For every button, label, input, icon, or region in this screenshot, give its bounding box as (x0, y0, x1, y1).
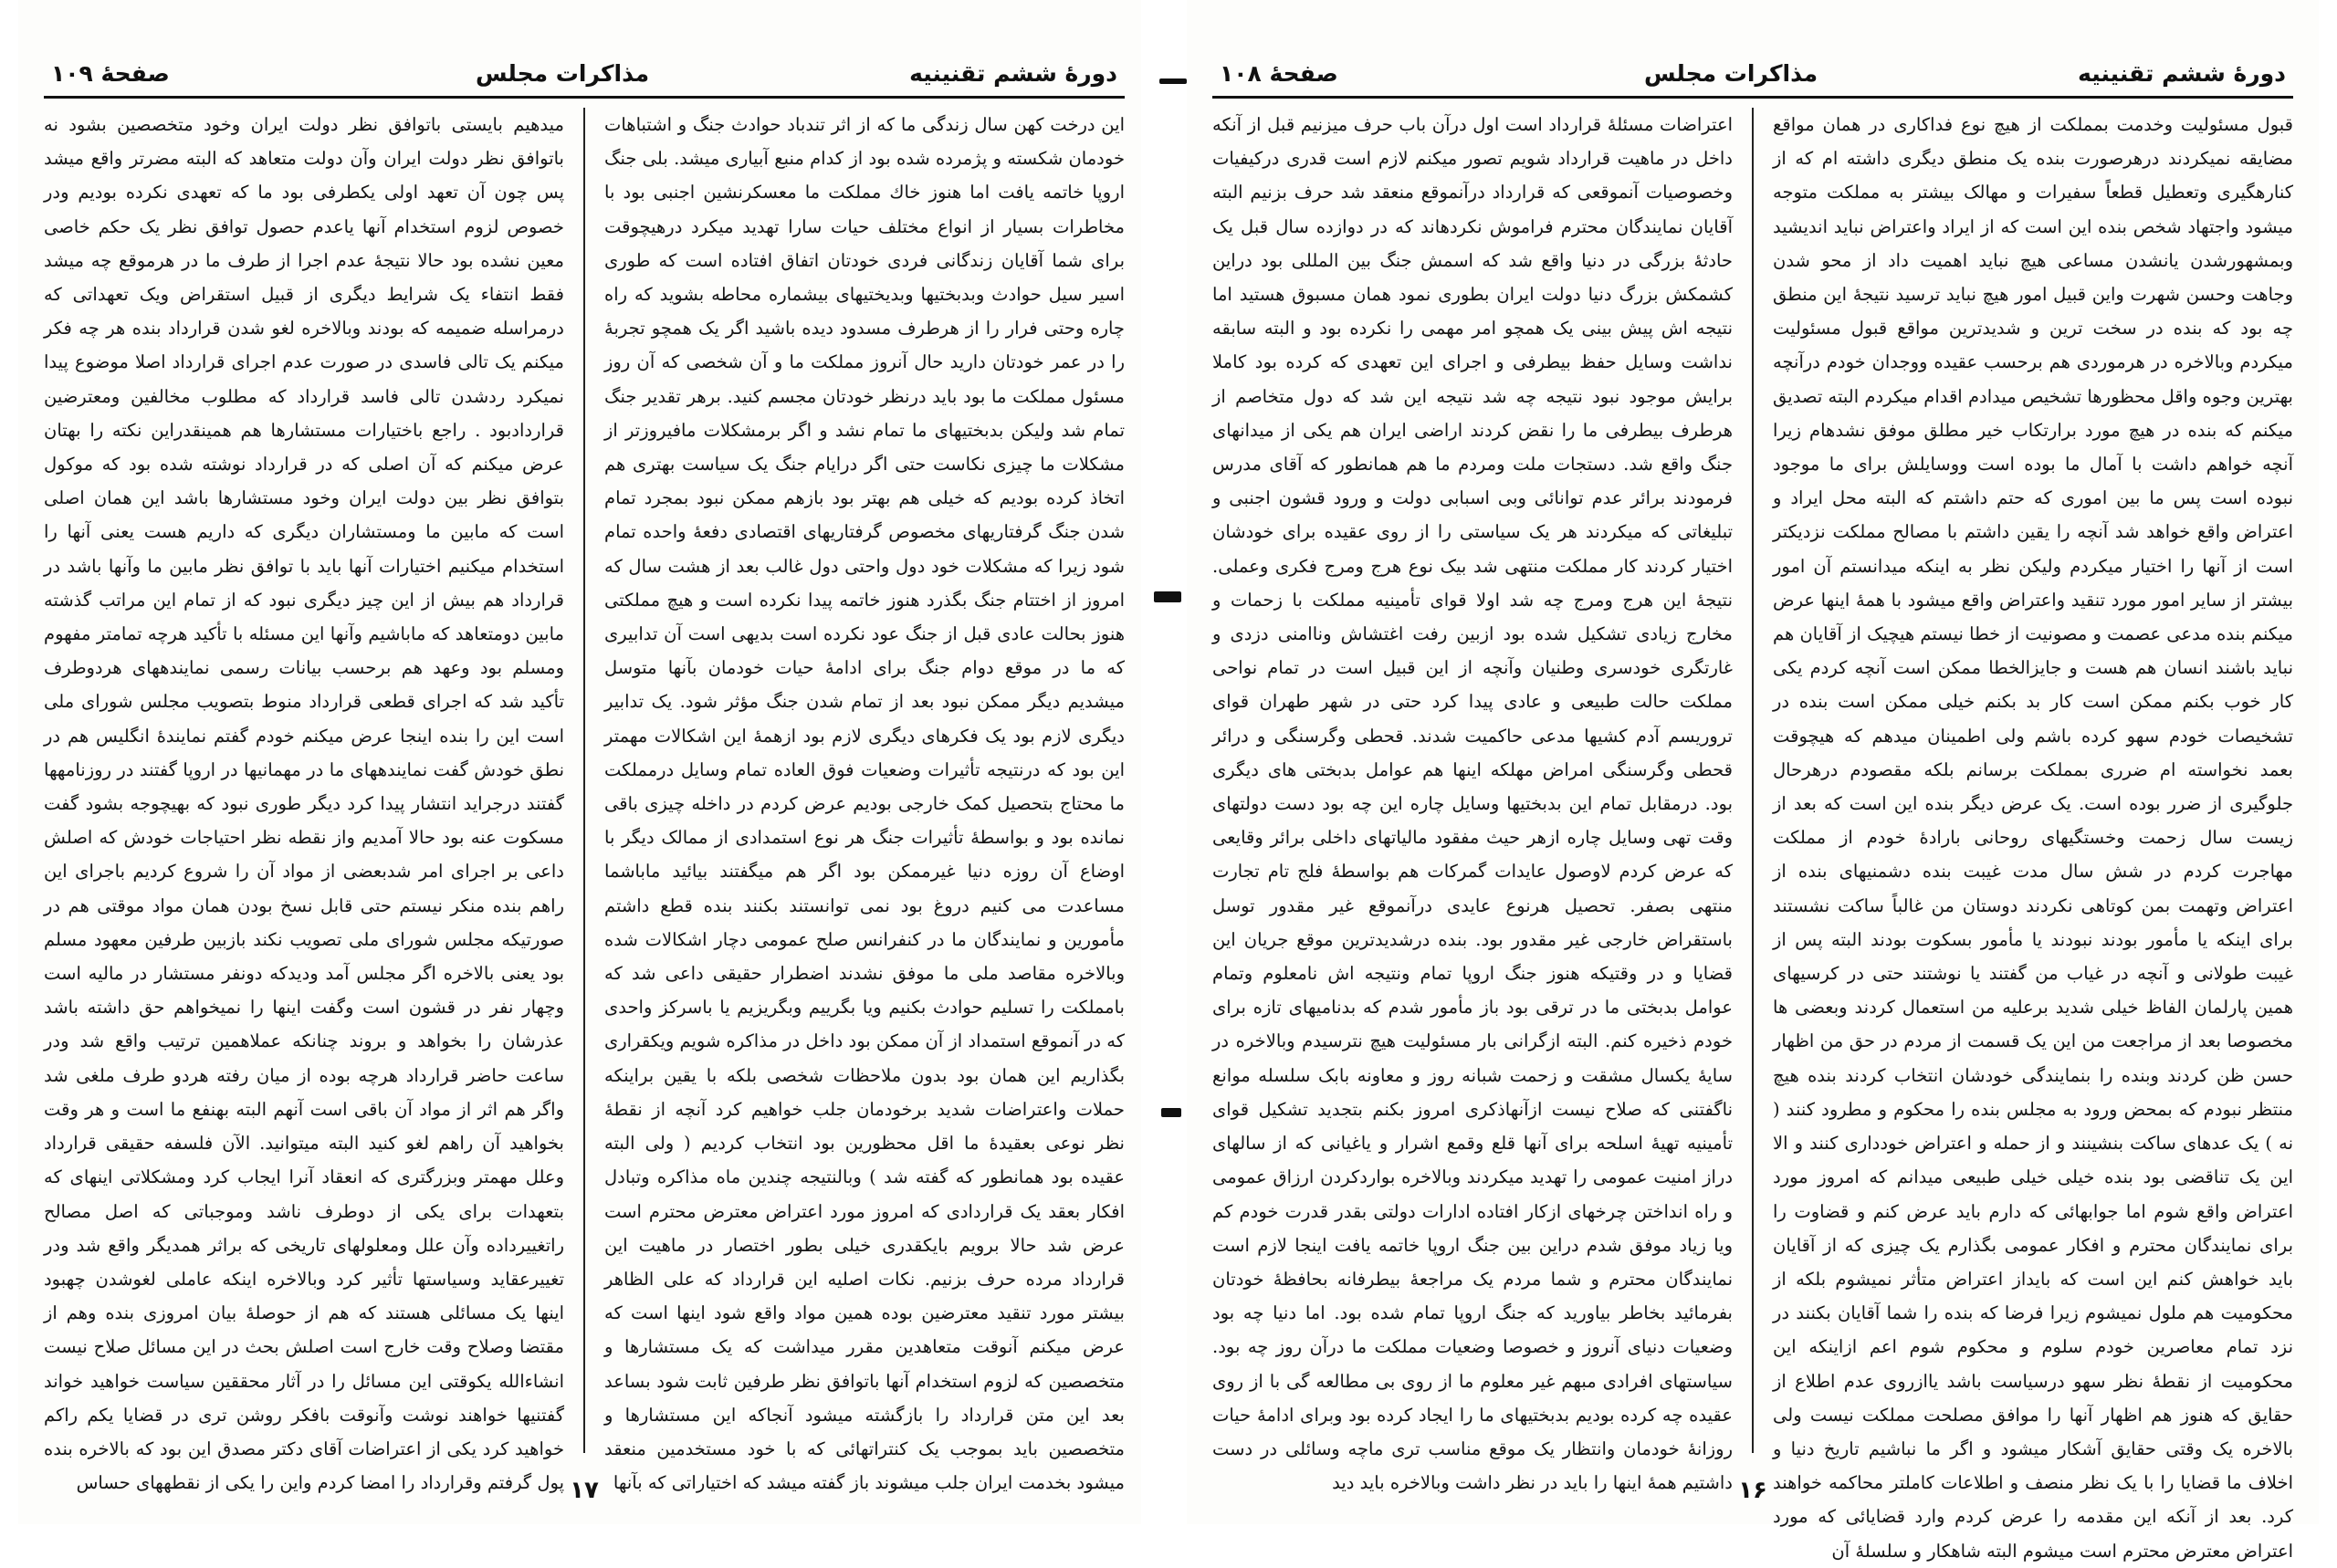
right-page-left-column: اعتراضات مسئلۀ قرارداد است اول درآن باب حرف میزنیم قبل از آنکه داخل در ماهیت قرارداد شویم تصور میکنم لازم است قدری درکیفیات وخصوصیات آنموقعی که قرارداد درآنموقع منعقد شد حرف بزنیم البته آقایان نمایندگان محترم فراموش نکردهاند که در دوازده سال قبل یک حادثۀ بزرگی در دنیا واقع شد که اسمش جنگ بین المللی بود دراین کشمکش بزرگ دنیا دولت ایران بطوری نمود همان مسبوق هستید اما نتیجه اش پیش بینی یک همچو امر مهمی را نکرده بود و البته سابقه نداشت وسایل حفظ بیطرفی و اجرای این تعهدی که کرده بود کاملا برایش موجود نبود نتیجه چه شد نتیجه این شد که دول متخاصم از هرطرف بیطرفی ما را نقض کردند اراضی ایران هم یکی از میدانهای جنگ واقع شد. دستجات ملت ومردم ما هم همانطور که آقای مدرس فرمودند برائر عدم توانائی وبی اسبابی دولت و ورود قشون اجنبی و تبلیغاتی که میکردند هر یک سیاستی را از روی عقیده برای خودشان اختیار کردند کار مملکت منتهی شد بیک نوع هرج ومرج فکری وعملی. نتیجۀ این هرج ومرج چه شد اولا قوای تأمینیه مملکت با زحمات و مخارج زیادی تشکیل شده بود ازبین رفت اغتشاش وناامنی دزدی و غارتگری خودسری وطنیان وآنچه از این قبیل است در تمام نواحی مملکت حالت طبیعی و عادی پیدا کرد حتی در شهر طهران قوای تروریسم آدم کشیها مدعی حاکمیت شدند. قحطی وگرسنگی و درائر قحطی وگرسنگی امراض مهلکه اینها هم عوامل بدبختی های دیگری بود. درمقابل تمام این بدبختیها وسایل چاره این چه بود دست دولتهای وقت تهی وسایل چاره ازهر حیث مفقود مالیاتهای داخلی برائر وقایعی که عرض کردم لاوصول عایدات گمرکات هم بواسطۀ فلج تام تجارت منتهی بصفر. تحصیل هرنوع عایدی درآنموقع غیر مقدور توسل باستقراض خارجی غیر مقدور بود. بنده درشدیدترین موقع جریان این قضایا و در وقتیکه هنوز جنگ اروپا تمام ونتیجه اش نامعلوم وتمام عوامل بدبختی ما در ترقی بود باز مأمور شدم که بدنامیهای تازه برای خودم ذخیره کنم. البته ازگرانی بار مسئولیت هیچ نترسیدم وبالاخره در سایۀ یکسال مشقت و زحمت شبانه روز و معاونه بابک سلسله موانع ناگفتنی که صلاح نیست ازآنهاذکری امروز بکنم بتجدید تشکیل قوای تأمینیه تهیۀ اسلحه برای آنها قلع وقمع اشرار و یاغیانی که از سالهای دراز امنیت عمومی را تهدید میکردند وبالاخره بواردکردن ارزاق عمومی و راه انداختن چرخهای ازکار افتاده ادارات دولتی بقدر قدرت خودم کم ویا زیاد موفق شدم دراین بین جنگ اروپا خاتمه یافت اینجا لازم است نمایندگان محترم و شما مردم یک مراجعۀ بیطرفانه بحافظۀ خودتان بفرمائید بخاطر بیاورید که جنگ اروپا تمام شده بود. اما دنیا چه بود وضعیات دنیای آنروز و خصوصا وضعیات مملکت ما درآن روز چه بود. سیاستهای افرادی مبهم غیر معلوم ما از روی بی مطالعه گی با از روی عقیده چه کرده بودیم بدبختیهای ما را ایجاد کرده بود وبرای ادامۀ حیات روزانۀ خودمان وانتظار یک موقع مناسب تری ماچه وسائلی در دست داشتیم همۀ اینها را باید در نظر داشت وبالاخره باید دید (1212, 114, 1733, 1494)
right-header-rule (1212, 96, 2293, 99)
right-page-right-column: قبول مسئولیت وخدمت بمملکت از هیچ نوع فداکاری در همان مواقع مضایقه نمیکردند درهرصورت بنده یک منطق دیگری داشته ام که از کنارهگیری وتعطیل قطعاً سفیرات و مهالک بیشتر به مملکت متوجه میشود واجتهاد شخص بنده این است که از ایراد واعتراض نباید اندیشید وبمشهورشدن یانشدن مساعی هیچ نباید اهمیت داد از محو شدن وجاهت وحسن شهرت واین قبیل امور هیچ نباید ترسید نتیجۀ این منطق چه بود که بنده در سخت ترین و شدیدترین مواقع قبول مسئولیت میکردم وبالاخره در هرموردی هم برحسب عقیده ووجدان خودم درآنچه بهترین وجوه واقل محظورها تشخیص میدادم اقدام میکردم البته تصدیق میکنم که بنده در هیچ مورد برارتکاب خیر مطلق موفق نشدهام زیرا آنچه خواهم داشت با آمال ما بوده است ووسایلش برای ما موجود نبوده است پس ما بین اموری که حتم داشتم که البته محل ایراد و اعتراض واقع خواهد شد آنچه را یقین داشتم با مصالح مملکت نزدیکتر است از آنها را اختیار میکردم ولیکن نظر به اینکه میدانستم آن امور بیشتر از سایر امور مورد تنقید واعتراض واقع میشود با همۀ اینها عرض میکنم بنده مدعی عصمت و مصونیت از خطا نیستم هیچیک از آقایان هم نباید باشند انسان هم هست و جایزالخطا ممکن است آنچه کردم یکی کار خوب بکنم ممکن است کار بد بکنم خیلی ممکن است بنده در تشخیصات خودم سهو کرده باشم ولی اطمینان میدهم که هیچوقت بعمد نخواسته ام ضرری بمملکت برسانم بلکه مقصودم درهرحال جلوگیری از ضرر بوده است. یک عرض دیگر بنده این است که بعد از زیست سال زحمت وخستگیهای روحانی بارادۀ خودم از مملکت مهاجرت کردم در شش سال مدت غیبت بنده دشمنیهای بنده از اعتراض وتهمت بمن کوتاهی نکردند دوستان من غالباً ساکت نشستند برای اینکه یا مأمور بودند نبودند یا مأمور بسکوت بودند البته پس از غیبت طولانی و آنچه در غیاب من گفتند یا نوشتند حتی در کرسیهای همین پارلمان الفاظ خیلی شدید برعلیه من استعمال کردند وبعضی ها مخصوصا بعد از مراجعت من این یک قسمت از مردم در حق من اظهار حسن ظن کردند وبنده را بنمایندگی خودشان انتخاب کردند بنده هیچ منتظر نبودم که بمحض ورود به مجلس بنده را محکوم و مطرود کنند ( نه ) یک عدهای ساکت بنشینند و از حمله و اعتراض خودداری کنند و الا این یک تناقضی بود بنده خیلی خیلی طبیعی میدانم که امروز مورد اعتراض واقع شوم اما جوابهائی که دارم باید عرض کنم و قضاوت را برای نمایندگان محترم و افکار عمومی بگذارم یک چیزی که از آقایان باید خواهش کنم این است که بایداز اعتراض متأثر نمیشوم بلکه از محکومیت هم ملول نمیشوم زیرا فرضا که بنده را شما آقایان بکنند در نزد تمام معاصرین خودم سلوم و محکوم شوم اعم ازاینکه این محکومیت از نقطۀ نظر سهو درسیاست باشد یاازروی عدم اطلاع از حقایق که هنوز هم اظهار آنها را موافق مصلحت مملکت نیست ولی بالاخره یک وقتی حقایق آشکار میشود و اگر ما نباشیم تاریخ دنیا و اخلاف ما قضایا را با یک نظر منصف و اطلاعات کاملتر محاکمه خواهند کرد. بعد از آنکه این مقدمه را عرض کردم وارد قضایائی که مورد اعتراض معترض محترم است میشوم البته شاهکار و سلسلۀ آن (1773, 114, 2293, 1562)
left-column-divider (583, 108, 585, 1453)
left-header-page-label: صفحۀ ۱۰۹ (51, 60, 170, 87)
right-page-header (1212, 57, 2293, 93)
left-header-section: دورۀ ششم تقنینیه (909, 60, 1117, 87)
left-page-header (44, 57, 1125, 93)
right-header-page-label: صفحۀ ۱۰۸ (1220, 60, 1338, 87)
binding-mark-top (1159, 78, 1187, 84)
right-page (1187, 0, 2319, 1562)
left-page (18, 0, 1150, 1524)
right-header-section: دورۀ ششم تقنینیه (2078, 60, 2286, 87)
right-column-divider (1752, 108, 1754, 1453)
left-header-title: مذاکرات مجلس (476, 60, 650, 87)
left-page-left-column: میدهیم بایستی باتوافق نظر دولت ایران وخود متخصصین بشود نه باتوافق نظر دولت ایران وآن دولت متعاهد که البته مضرتر واقع میشد پس چون آن تعهد اولی یکطرفی بود ما که تعهدی نکرده بودیم ودر خصوص لزوم استخدام آنها یاعدم حصول توافق نظر یک حکم خاصی معین نشده بود حالا نتیجۀ عدم اجرا از طرف ما در هرموقع چه میشد فقط انتفاء یک شرایط دیگری از قبیل استقراض ویک تعهداتی که درمراسله ضمیمه که بودند وبالاخره لغو شدن قرارداد بنده هر چه فکر میکنم یک تالی فاسدی در صورت عدم اجرای قرارداد اصلا موضوع پیدا نمیکرد ردشدن تالی فاسد قرارداد که مطلوب مخالفین ومعترضین قراردادبود . راجع باختیارات مستشارها هم همینقدراین نکته را بهتان عرض میکنم که آن اصلی که در قرارداد نوشته شده بود که موکول بتوافق نظر بین دولت ایران وخود مستشارها باشد این همان اصلی است که مابین ما ومستشاران دیگری که داریم هست یعنی آنها را استخدام میکنیم اختیارات آنها باید با توافق نظر مابین ما وآنها باشد در قرارداد هم بیش از این چیز دیگری نبود که از تمام این مراتب گذشته مابین دومتعاهد که ماباشیم وآنها این مسئله با تأکید هرچه تمامتر مفهوم ومسلم بود وعهد هم برحسب بیانات رسمی نمایندههای هردوطرف تأکید شد که اجرای قطعی قرارداد منوط بتصویب مجلس شورای ملی است این را بنده اینجا عرض میکنم خودم گفتم نمایندۀ انگلیس هم در نطق خودش گفت نمایندههای ما در مهمانیها در اروپا گفتند در روزنامهها گفتند درجراید انتشار پیدا کرد دیگر طوری نبود که بهیچوجه بشود گفت مسکوت عنه بود حالا آمدیم واز نقطه نظر احتیاجات خودش که اصلش داعی بر اجرای امر شدبعضی از مواد آن را شروع کردیم باجرای این راهم بنده منکر نیستم حتی قابل نسخ بودن همان مواد موقتی هم در صورتیکه مجلس شورای ملی تصویب نکند بازبین طرفین معهود مسلم بود یعنی بالاخره اگر مجلس آمد ودیدکه دونفر مستشار در مالیه است وچهار نفر در قشون است وگفت اینها را نمیخواهم حق داشته باشد عذرشان را بخواهد و بروند چنانکه عملاهمین ترتیب واقع شد ودر ساعت حاضر قرارداد هرچه بوده از میان رفته هردو طرف ملغی شد واگر هم اثر از مواد آن باقی است آنهم البته بهنفع ما است و هر وقت بخواهید آن راهم لغو کنید البته میتوانید. الآن فلسفه حقیقی قرارداد وعلل مهمتر وبزرگتری که انعقاد آنرا ایجاب کرد ومشکلاتی اینهای که بتعهدات برای یکی از دوطرف ناشد وموجباتی که اصل مصالح راتغییرداده وآن علل ومعلولهای تاریخی که براثر همدیگر واقع شد ودر تغییرعقاید وسیاستها تأثیر کرد وبالاخره اینکه عاملی لغوشدن چهبود اینها یک مسائلی هستند که هم از حوصلۀ بیان امروزی بنده وهم از مقتضا وصلاح وقت خارج است اصلش بحث در این مسائل صلاح نیست انشاءالله یکوقتی این مسائل را در آثار محققین سیاست خواهید خواند گفتنیها خواهند نوشت وآنوقت بافکر روشن تری در قضایا یکم راکم خواهید کرد یکی از اعتراضات آقای دکتر مصدق این بود که بالاخره بنده پول گرفتم وقرارداد را امضا کردم واین را یکی از نقطههای حساس (44, 114, 564, 1494)
left-header-rule (44, 96, 1125, 99)
binding-mark-middle (1154, 591, 1181, 602)
left-page-footer-number: ۱۷ (570, 1477, 599, 1504)
binding-mark-bottom (1161, 1108, 1181, 1117)
right-header-title: مذاکرات مجلس (1644, 60, 1818, 87)
right-page-footer-number: ۱۶ (1738, 1477, 1767, 1504)
left-page-right-column: این درخت کهن سال زندگی ما که از اثر تندباد حوادث جنگ و اشتباهات خودمان شکسته و پژمرده شده بود از کدام منبع آبیاری میشد. بلی جنگ اروپا خاتمه یافت اما هنوز خاك مملکت ما معسکرنشین اجنبی بود با مخاطرات بسیار از انواع مختلف حیات سارا تهدید میکرد درهیچوقت برای شما آقایان زندگانی فردی خودتان اتفاق افتاده است که طوری اسیر سیل حوادث وبدبختیها وبدیختیهای بیشماره محاطه بشوید که راه چاره وحتی فرار را از هرطرف مسدود دیده باشید اگر یک همچو تجربۀ را در عمر خودتان دارید حال آنروز مملکت ما و آن شخصی که آن روز مسئول مملکت ما بود باید درنظر خودتان مجسم کنید. برهر تقدیر جنگ تمام شد ولیکن بدبختیهای ما تمام نشد و اگر برمشکلات مافیروزتر از مشکلات ما چیزی نکاست حتی اگر درایام جنگ یک سیاست بهتری هم اتخاذ کرده بودیم که خیلی هم بهتر بود بازهم ممکن نبود بمجرد تمام شدن جنگ گرفتاریهای مخصوص گرفتاریهای اقتصادی دفعۀ واحده تمام شود زیرا که مشکلات خود دول واحتی دول غالب بعد از هشت سال که امروز از اختتام جنگ بگذرد هنوز خاتمه پیدا نکرده است و هیچ مملکتی هنوز بحالت عادی قبل از جنگ عود نکرده است بدیهی است آن تدابیری که ما در موقع دوام جنگ برای ادامۀ حیات خودمان بآنها متوسل میشدیم دیگر ممکن نبود بعد از تمام شدن جنگ مؤثر شود. یک تدابیر دیگری لازم بود یک فکرهای دیگری لازم بود ازهمۀ این اشکالات مهمتر این بود که درنتیجه تأثیرات وضعیات فوق العاده تمام وسایل درمملکت ما محتاج بتحصیل کمک خارجی بودیم عرض کردم در داخله چیزی باقی نمانده بود و بواسطۀ تأثیرات جنگ هر نوع استمدادی از ممالک دیگر با اوضاع آن روزه دنیا غیرممکن بود اگر هم میگفتند بیائید ماباشما مساعدت می کنیم دروغ بود نمی توانستند بکنند بنده قطع داشتم مأمورین و نمایندگان ما در کنفرانس صلح عمومی دچار اشکالات شده وبالاخره مقاصد ملی ما موفق نشدند اضطرار حقیقی داعی شد که بامملکت را تسلیم حوادث بکنیم ویا بگرییم وبگریزیم یا باسرکز واحدی که در آنموقع استمداد از آن ممکن بود داخل در مذاکره شویم ویکقراری بگذاریم این همان بود بدون ملاحظات شخصی بلکه با یقین براینکه حملات واعتراضات شدید برخودمان جلب خواهیم کرد آنچه از نقطۀ نظر نوعی بعقیدۀ ما اقل محظورین بود انتخاب کردیم ( ولی البته عقیده بود همانطور که گفته شد ) وبالنتیجه چندین ماه مذاکره وتبادل افکار بعقد یک قراردادی که امروز مورد اعتراض معترض محترم است عرض شد حالا برویم بایکقدری خیلی بطور اختصار در ماهیت این قرارداد مرده حرف بزنیم. نکات اصلیه این قرارداد که علی الظاهر بیشتر مورد تنقید معترضین بوده همین مواد واقع شود اینها است که عرض میکنم آنوقت متعاهدین مقرر میداشت که یک مستشارها و متخصصین که لزوم استخدام آنها باتوافق نظر طرفین ثابت شود بساعد بعد این متن قرارداد را بازگشته میشود آنجاکه این مستشارها و متخصصین باید بموجب یک کنتراتهائی که با خود مستخدمین منعقد میشود بخدمت ایران جلب میشوند باز گفته میشد که اختیاراتی که بآنها (604, 114, 1125, 1494)
